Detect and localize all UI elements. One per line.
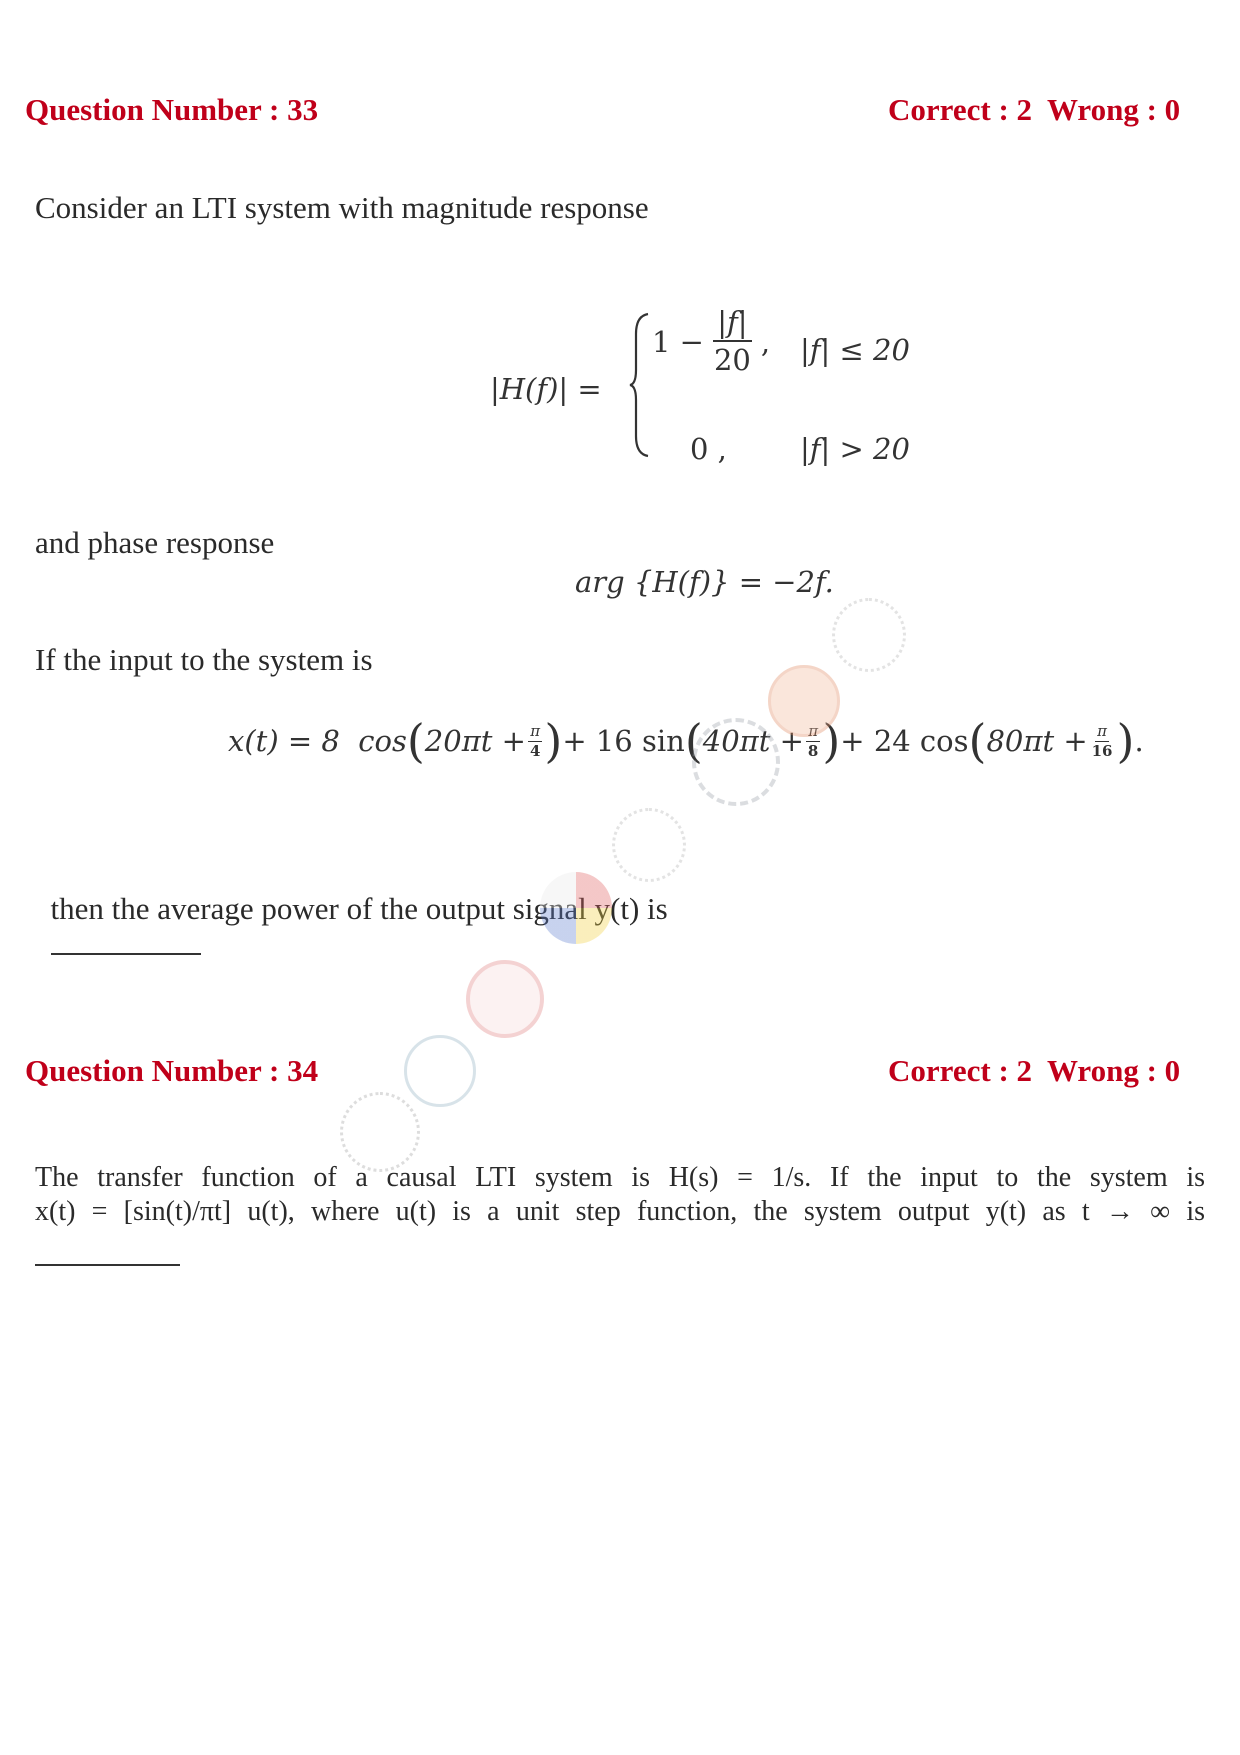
- watermark-seal-icon-4: [540, 872, 612, 944]
- answer-blank-34-wrapper: [35, 1238, 180, 1271]
- input-equation: x(t) = 8 cos ( 20πt + $\frac{\pi}{4}$ ) + 16 sin ( 40πt + $\frac{\pi}{8}$ ) + 24 cos ( 80πt + $\frac{\pi}{16}$ ) .: [228, 714, 1144, 768]
- watermark-seal-icon-6: [404, 1035, 476, 1107]
- phase-equation: arg {H(f)} = −2f.: [575, 565, 834, 599]
- term3-fraction: $\frac{\pi}{16}$: [1091, 721, 1113, 760]
- question-34-line-1: The transfer function of a causal LTI system is H(s) = 1/s. If the input to the system is: [35, 1162, 1205, 1193]
- question-34-line-2: x(t) = [sin(t)/πt] u(t), where u(t) is a unit step function, the system output y(t) as t → ∞ is: [35, 1196, 1205, 1227]
- case1-condition: |f| ≤ 20: [800, 333, 910, 367]
- question-33-intro: Consider an LTI system with magnitude response: [35, 190, 649, 225]
- watermark-seal-icon-2: [768, 665, 840, 737]
- term2-fraction: $\frac{\pi}{8}$: [807, 721, 819, 760]
- question-33-ask: then the average power of the output signal y(t) is: [35, 855, 668, 963]
- question-33-number: Question Number : 33: [25, 92, 319, 127]
- paren-close-3: ): [1116, 714, 1135, 768]
- case2-condition: |f| > 20: [800, 432, 910, 466]
- watermark-seal-icon-5: [466, 960, 544, 1038]
- question-34-number: Question Number : 34: [25, 1053, 319, 1088]
- watermark-seal-icon-7: [340, 1092, 420, 1172]
- question-33-marks: Correct : 2 Wrong : 0: [888, 92, 1181, 127]
- watermark-gear-icon: [692, 718, 780, 806]
- magnitude-lhs: |H(f)| =: [490, 372, 602, 406]
- magnitude-case-1: 1 − $\frac{|f|}{20}$ ,: [652, 305, 771, 377]
- paren-open-1: (: [406, 714, 425, 768]
- paren-close-2: ): [822, 714, 841, 768]
- case2-value: 0 ,: [690, 432, 727, 466]
- paren-open-2: (: [684, 714, 703, 768]
- piecewise-brace: [628, 310, 650, 460]
- watermark-seal-icon-1: [832, 598, 906, 672]
- question-34-marks: Correct : 2 Wrong : 0: [888, 1053, 1181, 1088]
- paren-open-3: (: [968, 714, 987, 768]
- case1-fraction: $\frac{|f|}{20}$: [713, 305, 751, 377]
- phase-intro: and phase response: [35, 525, 275, 560]
- case1-one: 1 −: [652, 324, 704, 359]
- term1-fraction: $\frac{\pi}{4}$: [529, 721, 541, 760]
- answer-blank-34: [35, 1238, 180, 1266]
- paren-close-1: ): [544, 714, 563, 768]
- watermark-seal-icon-3: [612, 808, 686, 882]
- input-intro: If the input to the system is: [35, 642, 373, 677]
- answer-blank-33: [51, 953, 201, 955]
